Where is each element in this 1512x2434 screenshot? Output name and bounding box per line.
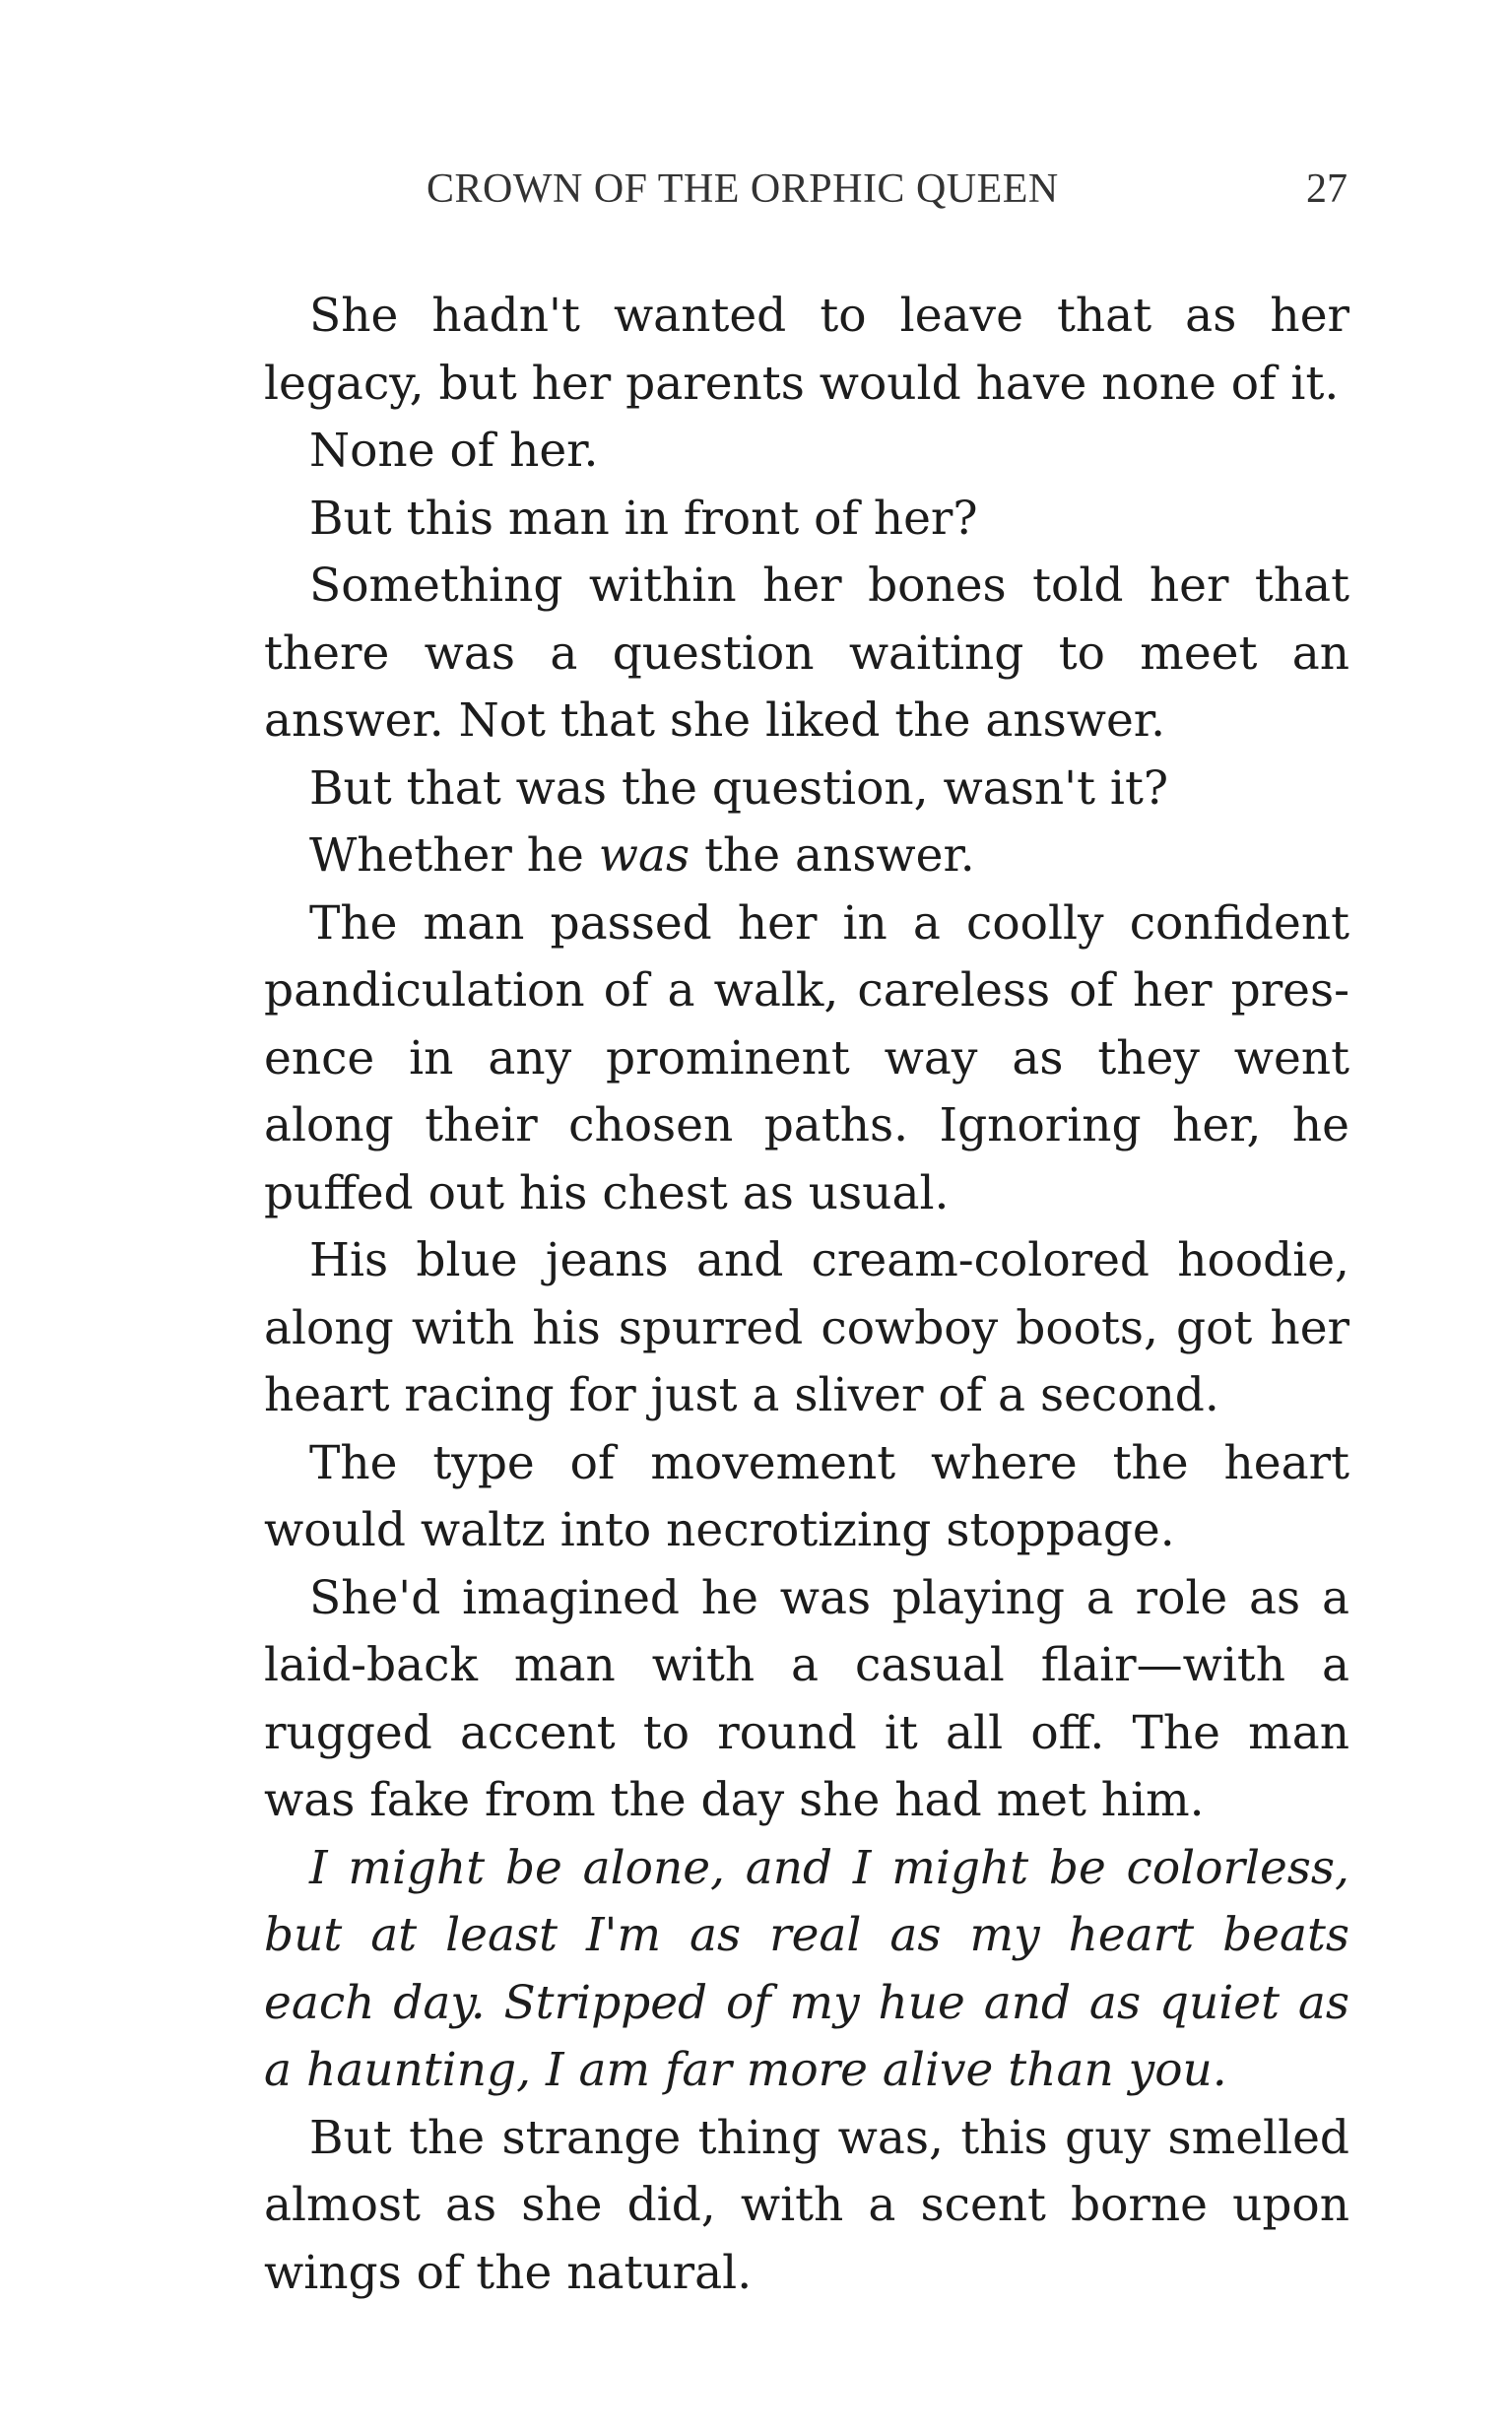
paragraph: Something within her bones told her that there was a question waiting to meet an answer. Not that she liked the answer. xyxy=(264,559,1349,748)
paragraph: His blue jeans and cream-colored hoodie, along with his spurred cowboy boots, got her heart racing for just a sliver of a second. xyxy=(264,1233,1349,1422)
paragraph-text: Whether he xyxy=(309,828,599,883)
italic-thought-paragraph: I might be alone, and I might be colorless, but at least I'm as real as my heart beats each day. Stripped of my hue and as quiet as a haunting, I am far more alive than you. xyxy=(264,1840,1349,2097)
paragraph: But the strange thing was, this guy smelled almost as she did, with a scent borne upon wings of the natural. xyxy=(264,2110,1349,2300)
paragraph-text: the answer. xyxy=(690,828,975,883)
paragraph: The type of movement where the heart would waltz into necrotizing stoppage. xyxy=(264,1435,1349,1557)
book-title: CROWN OF THE ORPHIC QUEEN xyxy=(427,166,1059,212)
paragraph xyxy=(264,822,1349,890)
running-header xyxy=(264,165,1348,225)
body-text xyxy=(264,283,1349,2307)
paragraph: But that was the question, wasn't it? xyxy=(309,760,1169,816)
paragraph: The man passed her in a coolly confident pandiculation of a walk, careless of her presence in any prominent way as they went along their chosen paths. Ignoring her, he puffed out his chest as usual. xyxy=(264,895,1349,1220)
paragraph: She hadn't wanted to leave that as her legacy, but her parents would have none of it. xyxy=(264,289,1349,411)
page-number: 27 xyxy=(1306,166,1348,212)
paragraph: None of her. xyxy=(309,424,599,478)
emphasized-word: was xyxy=(598,828,690,883)
paragraph: But this man in front of her? xyxy=(309,491,978,546)
paragraph: She'd imagined he was playing a role as a laid-back man with a casual flair—with a rugged accent to round it all off. The man was fake from the day she had met him. xyxy=(264,1570,1349,1827)
